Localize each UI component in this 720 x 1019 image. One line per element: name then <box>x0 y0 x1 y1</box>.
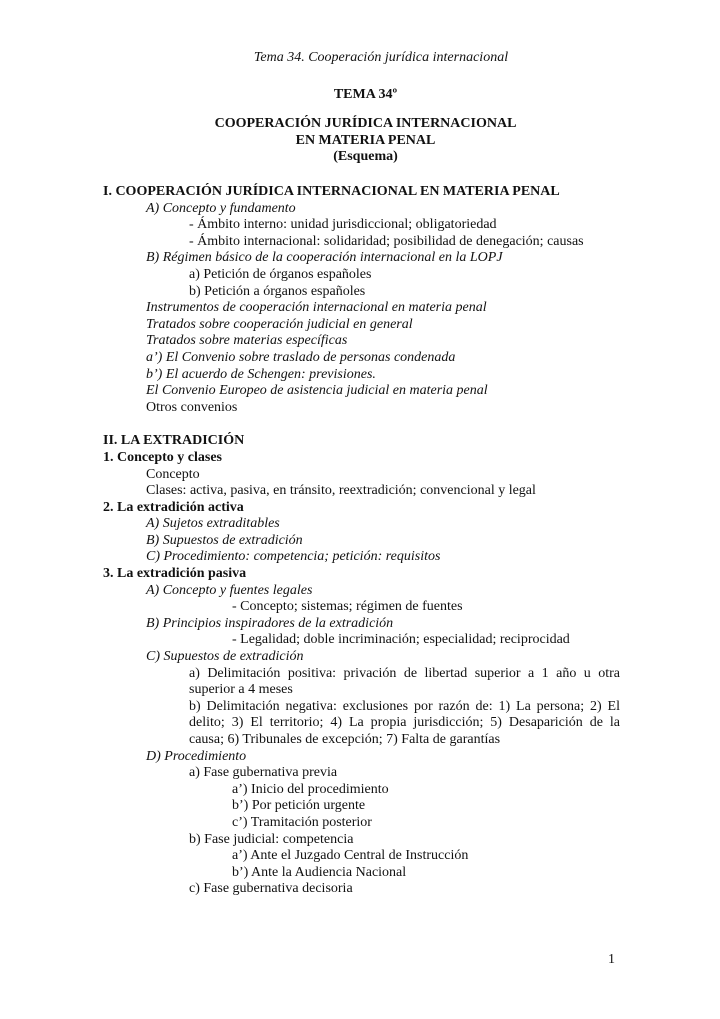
outline-item: - Legalidad; doble incriminación; especialidad; reciprocidad <box>232 632 570 648</box>
outline-item: Tratados sobre materias específicas <box>146 333 348 349</box>
outline-item: a’) Inicio del procedimiento <box>232 781 389 797</box>
section-heading: I. COOPERACIÓN JURÍDICA INTERNACIONAL EN MATERIA PENAL <box>103 184 560 199</box>
outline-item: C) Supuestos de extradición <box>146 649 304 665</box>
outline-item: b’) Ante la Audiencia Nacional <box>232 864 407 880</box>
section-heading: II. LA EXTRADICIÓN <box>103 433 245 449</box>
title-subtitle: (Esquema) <box>333 149 398 164</box>
outline-item: Concepto <box>146 466 200 482</box>
outline-item: - Ámbito interno: unidad jurisdiccional; obligatoriedad <box>189 217 497 233</box>
running-header: Tema 34. Cooperación jurídica internacional <box>253 50 509 65</box>
outline-item: a’) Ante el Juzgado Central de Instrucción <box>232 848 469 864</box>
outline-body <box>103 184 620 898</box>
page-number: 1 <box>608 952 615 967</box>
subsection-heading: 1. Concepto y clases <box>103 449 222 465</box>
outline-item: c) Fase gubernativa decisoria <box>189 881 353 897</box>
outline-item: A) Concepto y fuentes legales <box>146 582 313 598</box>
subsection-heading: 3. La extradición pasiva <box>103 566 247 582</box>
outline-item: a) Petición de órganos españoles <box>189 266 372 282</box>
outline-item: - Concepto; sistemas; régimen de fuentes <box>232 599 463 615</box>
outline-item: El Convenio Europeo de asistencia judicial en materia penal <box>146 383 488 399</box>
outline-item: Instrumentos de cooperación internacional en materia penal <box>146 300 487 316</box>
outline-item: c’) Tramitación posterior <box>232 814 372 830</box>
section-gap <box>103 416 620 433</box>
tema-number: TEMA 34º <box>333 87 398 102</box>
subsection-heading: 2. La extradición activa <box>103 499 244 515</box>
outline-item: Clases: activa, pasiva, en tránsito, reextradición; convencional y legal <box>146 483 536 499</box>
outline-item: - Ámbito internacional: solidaridad; posibilidad de denegación; causas <box>189 233 584 249</box>
outline-item: C) Procedimiento: competencia; petición: requisitos <box>146 549 441 565</box>
title-line-2: EN MATERIA PENAL <box>295 132 436 148</box>
outline-item: B) Régimen básico de la cooperación internacional en la LOPJ <box>146 250 503 266</box>
outline-item: b) Delimitación negativa: exclusiones por razón de: 1) La persona; 2) El delito; 3) El territorio; 4) La propia jurisdicción; 5) Desaparición de la causa; 6) Tribunales de excepción; 7) Falta de garantías <box>189 698 620 747</box>
title-block <box>103 86 620 166</box>
outline-item: A) Sujetos extraditables <box>146 516 280 532</box>
title-line-1: COOPERACIÓN JURÍDICA INTERNACIONAL <box>214 116 517 131</box>
outline-item: a) Delimitación positiva: privación de libertad superior a 1 año u otra superior a 4 meses <box>189 665 620 698</box>
outline-item: A) Concepto y fundamento <box>146 200 296 216</box>
outline-item: a’) El Convenio sobre traslado de personas condenada <box>146 349 456 365</box>
outline-item: B) Supuestos de extradición <box>146 532 303 548</box>
outline-item: D) Procedimiento <box>146 748 247 764</box>
outline-item: Tratados sobre cooperación judicial en general <box>146 316 413 332</box>
outline-item: Otros convenios <box>146 399 238 415</box>
outline-item: b) Fase judicial: competencia <box>189 831 354 847</box>
outline-item: b’) Por petición urgente <box>232 798 366 814</box>
outline-item: B) Principios inspiradores de la extradición <box>146 615 394 631</box>
outline-item: a) Fase gubernativa previa <box>189 765 338 781</box>
outline-item: b) Petición a órganos españoles <box>189 283 366 299</box>
outline-item: b’) El acuerdo de Schengen: previsiones. <box>146 366 376 382</box>
